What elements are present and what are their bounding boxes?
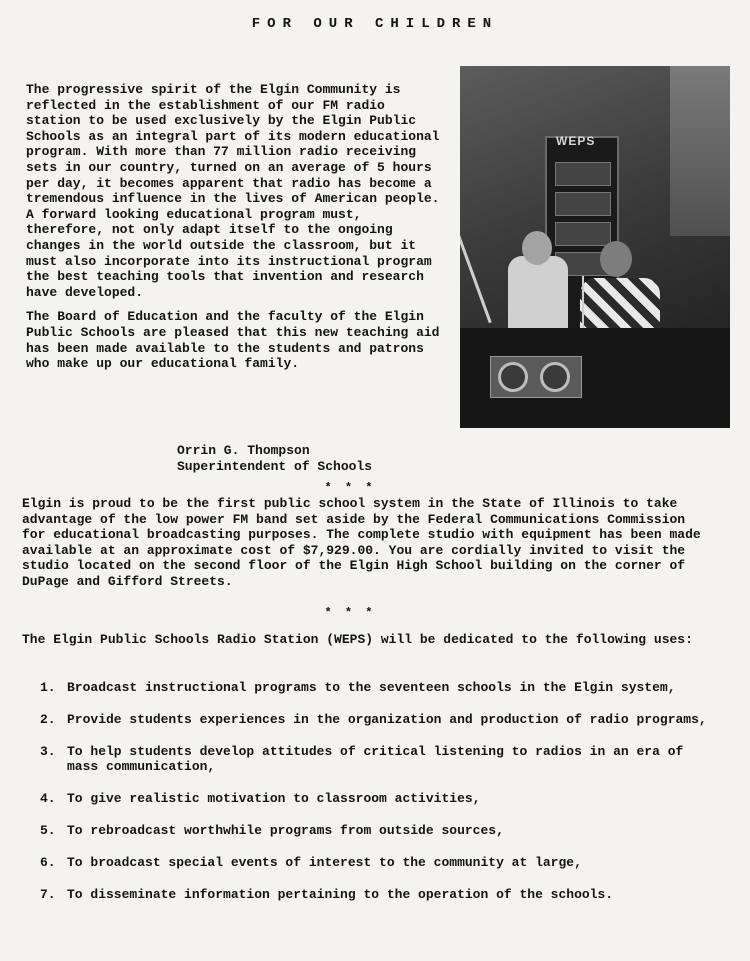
list-number: 3. bbox=[40, 744, 56, 759]
list-text: To broadcast special events of interest to the community at large, bbox=[67, 855, 582, 870]
student-figure bbox=[508, 256, 568, 336]
list-item bbox=[40, 855, 720, 870]
list-number: 4. bbox=[40, 791, 56, 806]
list-text: To help students develop attitudes of critical listening to radios in an era of mass communication, bbox=[67, 744, 684, 774]
list-item bbox=[40, 823, 720, 838]
tape-reel bbox=[540, 362, 570, 392]
list-item bbox=[40, 680, 720, 695]
student-head bbox=[600, 241, 632, 277]
signature-block bbox=[177, 443, 372, 474]
photo-window bbox=[670, 66, 730, 236]
list-number: 7. bbox=[40, 887, 56, 902]
student-head bbox=[522, 231, 552, 265]
list-item bbox=[40, 712, 720, 727]
intro-paragraph: The Board of Education and the faculty of the Elgin Public Schools are pleased that this new teaching aid has been made available to the students and patrons who make up our educational family. bbox=[26, 309, 440, 372]
list-text: To rebroadcast worthwhile programs from outside sources, bbox=[67, 823, 504, 838]
list-item bbox=[40, 791, 720, 806]
microphone-stand bbox=[582, 276, 584, 336]
list-text: To disseminate information pertaining to the operation of the schools. bbox=[67, 887, 614, 902]
intro-paragraph: The progressive spirit of the Elgin Community is reflected in the establishment of our FM radio station to be used exclusively by the Elgin Public Schools as an integral part of its modern educational program. With more than 77 million radio receiving sets in our country, turned on an average of 5 hours per day, it becomes apparent that radio has become a tremendous influence in the lives of American people. A forward looking educational program must, therefore, not only adapt itself to the ongoing changes in the world outside the classroom, but it must also incorporate into its instructional program the best teaching tools that invention and research have developed. bbox=[26, 82, 440, 300]
separator: * * * bbox=[324, 606, 376, 620]
list-number: 6. bbox=[40, 855, 56, 870]
intro-section bbox=[26, 82, 446, 381]
list-item bbox=[40, 744, 720, 774]
studio-sign: WEPS bbox=[556, 134, 596, 148]
list-item bbox=[40, 887, 720, 902]
list-number: 2. bbox=[40, 712, 56, 727]
separator: * * * bbox=[324, 481, 376, 495]
list-number: 5. bbox=[40, 823, 56, 838]
list-text: Broadcast instructional programs to the seventeen schools in the Elgin system, bbox=[67, 680, 676, 695]
list-text: Provide students experiences in the organization and production of radio programs, bbox=[67, 712, 707, 727]
uses-list bbox=[40, 680, 720, 919]
tape-reel bbox=[498, 362, 528, 392]
microphone-stand bbox=[460, 219, 492, 323]
uses-intro: The Elgin Public Schools Radio Station (WEPS) will be dedicated to the following uses: bbox=[22, 632, 693, 647]
list-number: 1. bbox=[40, 680, 56, 695]
signature-position: Superintendent of Schools bbox=[177, 458, 373, 474]
signature-name: Orrin G. Thompson bbox=[177, 443, 310, 458]
list-text: To give realistic motivation to classroom activities, bbox=[67, 791, 481, 806]
page-title: FOR OUR CHILDREN bbox=[251, 16, 499, 32]
studio-photo bbox=[460, 66, 730, 428]
studio-paragraph: Elgin is proud to be the first public school system in the State of Illinois to take advantage of the low power FM band set aside by the Federal Communications Commission for educational broadcasting purposes. The complete studio with equipment has been made available at an approximate cost of $7,929.00. You are cordially invited to visit the studio located on the second floor of the Elgin High School building on the corner of DuPage and Gifford Streets. bbox=[22, 496, 701, 589]
